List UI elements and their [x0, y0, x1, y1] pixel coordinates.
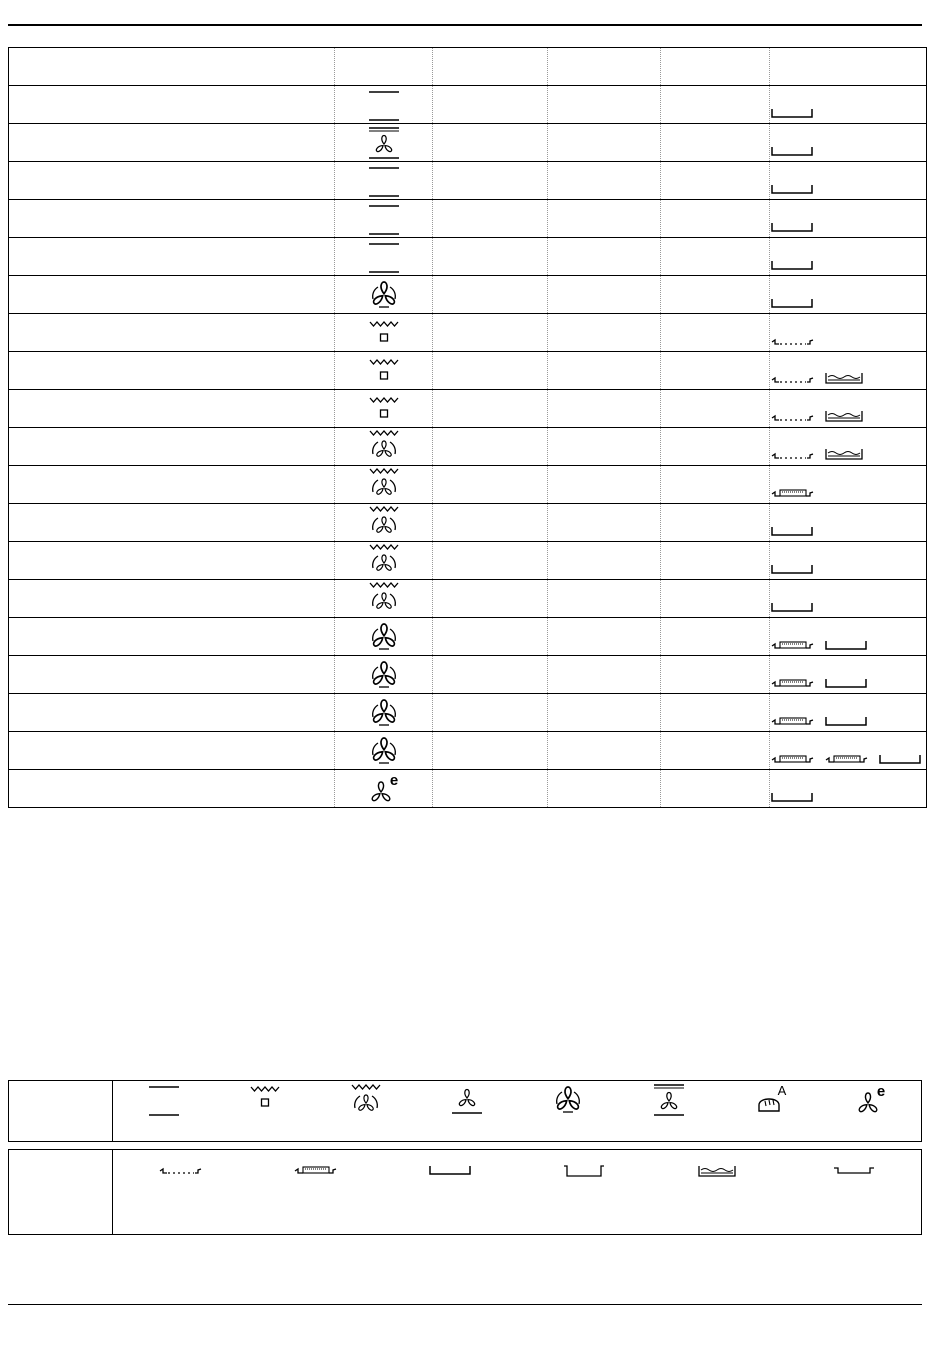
- accessory-cell: [770, 618, 927, 656]
- hot-air-icon: [551, 1083, 585, 1117]
- fan-grill-icon: [367, 581, 401, 617]
- legend-accessory-item: [786, 1150, 921, 1234]
- value-cell: [661, 276, 770, 314]
- accessory-cell: [770, 86, 927, 124]
- value-cell: [548, 504, 661, 542]
- value-cell: [548, 618, 661, 656]
- table-row: [9, 352, 927, 390]
- wire-rack-with-tray-icon: [824, 753, 868, 765]
- fan-top-bottom-heat-icon: [367, 126, 401, 160]
- grill-small-area-icon: [367, 356, 401, 386]
- dish-cell: [9, 428, 335, 466]
- baking-tray-icon: [770, 107, 814, 119]
- value-cell: [661, 580, 770, 618]
- baking-tray-icon: [770, 145, 814, 157]
- heating-mode-cell: [335, 504, 433, 542]
- grill-pan-icon: [824, 447, 868, 461]
- table-row: [9, 200, 927, 238]
- legend-mode-item: [618, 1081, 719, 1141]
- value-cell: [661, 238, 770, 276]
- heating-mode-cell: [335, 770, 433, 808]
- wire-rack-icon: [770, 373, 814, 385]
- grill-pan-icon: [697, 1164, 741, 1178]
- heating-mode-cell: [335, 542, 433, 580]
- heating-mode-cell: [335, 732, 433, 770]
- heating-mode-cell: [335, 352, 433, 390]
- dish-cell: [9, 200, 335, 238]
- value-cell: [548, 694, 661, 732]
- accessory-cell: [770, 466, 927, 504]
- header-cell-col5: [661, 48, 770, 86]
- fan-grill-icon: [367, 505, 401, 541]
- grill-small-area-icon: [248, 1083, 282, 1113]
- baking-tray-icon: [770, 259, 814, 271]
- value-cell: [433, 238, 548, 276]
- baking-tray-icon: [824, 715, 868, 727]
- table-row: [9, 542, 927, 580]
- hot-air-icon: [367, 696, 401, 730]
- table-row: [9, 504, 927, 542]
- value-cell: [433, 352, 548, 390]
- heating-mode-cell: [335, 618, 433, 656]
- dish-cell: [9, 86, 335, 124]
- header-cell-dish: [9, 48, 335, 86]
- value-cell: [548, 352, 661, 390]
- value-cell: [433, 694, 548, 732]
- value-cell: [661, 504, 770, 542]
- baking-tray-icon: [824, 677, 868, 689]
- value-cell: [661, 162, 770, 200]
- accessory-cell: [770, 504, 927, 542]
- wire-rack-icon: [770, 411, 814, 423]
- top-bottom-heat-icon: [367, 202, 401, 236]
- legend-modes-label-cell: [9, 1081, 113, 1141]
- legend-mode-item: [517, 1081, 618, 1141]
- wire-rack-with-tray-icon: [770, 639, 814, 651]
- dish-cell: [9, 390, 335, 428]
- hot-air-eco-icon: [367, 772, 401, 806]
- value-cell: [548, 124, 661, 162]
- legend-accessory-item: [113, 1150, 248, 1234]
- table-row: [9, 162, 927, 200]
- accessory-cell: [770, 542, 927, 580]
- value-cell: [661, 656, 770, 694]
- svg-text:e: e: [876, 1083, 885, 1100]
- accessory-cell: [770, 352, 927, 390]
- heating-mode-cell: [335, 580, 433, 618]
- dish-cell: [9, 694, 335, 732]
- svg-text:A: A: [777, 1083, 786, 1098]
- dish-cell: [9, 466, 335, 504]
- value-cell: [433, 466, 548, 504]
- hot-air-icon: [367, 620, 401, 654]
- wire-rack-with-tray-icon: [293, 1164, 337, 1176]
- universal-pan-icon: [562, 1164, 606, 1178]
- value-cell: [548, 86, 661, 124]
- value-cell: [433, 162, 548, 200]
- value-cell: [661, 618, 770, 656]
- wire-rack-icon: [770, 449, 814, 461]
- table-row: [9, 428, 927, 466]
- value-cell: [661, 694, 770, 732]
- dish-cell: [9, 770, 335, 808]
- legend-accessories: [8, 1149, 922, 1235]
- table-row: [9, 656, 927, 694]
- value-cell: [661, 732, 770, 770]
- baking-tray-icon: [770, 563, 814, 575]
- value-cell: [433, 580, 548, 618]
- accessory-cell: [770, 428, 927, 466]
- baking-tray-icon: [770, 601, 814, 613]
- value-cell: [433, 770, 548, 808]
- settings-table: [8, 47, 927, 808]
- value-cell: [433, 314, 548, 352]
- value-cell: [661, 390, 770, 428]
- legend-mode-item: [820, 1081, 921, 1141]
- dish-cell: [9, 276, 335, 314]
- grill-pan-icon: [824, 371, 868, 385]
- value-cell: [548, 390, 661, 428]
- accessory-cell: [770, 200, 927, 238]
- table-row: [9, 618, 927, 656]
- dish-cell: [9, 162, 335, 200]
- value-cell: [548, 466, 661, 504]
- dish-cell: [9, 504, 335, 542]
- shallow-tray-icon: [832, 1164, 876, 1176]
- wire-rack-with-tray-icon: [770, 715, 814, 727]
- baking-tray-icon: [770, 183, 814, 195]
- accessory-cell: [770, 656, 927, 694]
- heating-mode-cell: [335, 276, 433, 314]
- value-cell: [433, 276, 548, 314]
- value-cell: [433, 390, 548, 428]
- value-cell: [433, 504, 548, 542]
- accessory-cell: [770, 276, 927, 314]
- legend-mode-item: [214, 1081, 315, 1141]
- legend-accessory-item: [652, 1150, 787, 1234]
- svg-text:e: e: [389, 771, 398, 789]
- baking-tray-icon: [770, 221, 814, 233]
- value-cell: [433, 200, 548, 238]
- wire-rack-icon: [158, 1164, 202, 1176]
- heating-mode-cell: [335, 428, 433, 466]
- value-cell: [661, 124, 770, 162]
- value-cell: [661, 314, 770, 352]
- hot-air-eco-icon: [854, 1083, 888, 1117]
- table-row: [9, 466, 927, 504]
- wire-rack-icon: [770, 335, 814, 347]
- accessory-cell: [770, 732, 927, 770]
- heating-mode-cell: [335, 314, 433, 352]
- value-cell: [433, 656, 548, 694]
- hot-air-icon: [367, 734, 401, 768]
- accessory-cell: [770, 580, 927, 618]
- value-cell: [548, 200, 661, 238]
- fan-grill-icon: [349, 1083, 383, 1119]
- value-cell: [661, 542, 770, 580]
- legend-mode-item: [719, 1081, 820, 1141]
- table-row: [9, 86, 927, 124]
- heating-mode-cell: [335, 466, 433, 504]
- legend-accessories-label-cell: [9, 1150, 113, 1234]
- heating-mode-cell: [335, 238, 433, 276]
- heating-mode-cell: [335, 656, 433, 694]
- header-cell-col3: [433, 48, 548, 86]
- bread-baking-auto-icon: [753, 1083, 787, 1117]
- top-rule: [8, 24, 922, 26]
- value-cell: [433, 86, 548, 124]
- wire-rack-with-tray-icon: [770, 753, 814, 765]
- table-row: [9, 276, 927, 314]
- dish-cell: [9, 656, 335, 694]
- baking-tray-icon: [770, 297, 814, 309]
- legend-accessory-item: [517, 1150, 652, 1234]
- value-cell: [548, 162, 661, 200]
- accessory-cell: [770, 390, 927, 428]
- table-row: [9, 732, 927, 770]
- accessory-cell: [770, 124, 927, 162]
- heating-mode-cell: [335, 162, 433, 200]
- accessory-cell: [770, 770, 927, 808]
- dish-cell: [9, 732, 335, 770]
- fan-top-bottom-heat-icon: [652, 1083, 686, 1117]
- value-cell: [661, 86, 770, 124]
- value-cell: [433, 618, 548, 656]
- header-cell-accessories: [770, 48, 927, 86]
- top-bottom-heat-icon: [367, 164, 401, 198]
- accessory-cell: [770, 162, 927, 200]
- table-row: [9, 390, 927, 428]
- heating-mode-cell: [335, 86, 433, 124]
- value-cell: [661, 466, 770, 504]
- header-cell-mode: [335, 48, 433, 86]
- heating-mode-cell: [335, 124, 433, 162]
- baking-tray-icon: [824, 639, 868, 651]
- header-cell-col4: [548, 48, 661, 86]
- baking-tray-icon: [770, 791, 814, 803]
- legend-mode-item: [416, 1081, 517, 1141]
- accessory-cell: [770, 694, 927, 732]
- baking-tray-icon: [770, 525, 814, 537]
- table-row: [9, 694, 927, 732]
- value-cell: [661, 200, 770, 238]
- top-bottom-heat-icon: [147, 1083, 181, 1117]
- accessory-cell: [770, 238, 927, 276]
- top-bottom-heat-icon: [367, 88, 401, 122]
- value-cell: [548, 732, 661, 770]
- dish-cell: [9, 542, 335, 580]
- grill-pan-icon: [824, 409, 868, 423]
- heating-mode-cell: [335, 390, 433, 428]
- value-cell: [548, 238, 661, 276]
- fan-grill-icon: [367, 467, 401, 503]
- dish-cell: [9, 618, 335, 656]
- heating-mode-cell: [335, 694, 433, 732]
- fan-bottom-heat-icon: [450, 1083, 484, 1117]
- dish-cell: [9, 238, 335, 276]
- value-cell: [433, 542, 548, 580]
- accessory-cell: [770, 314, 927, 352]
- baking-tray-icon: [428, 1164, 472, 1176]
- value-cell: [548, 656, 661, 694]
- table-row: [9, 580, 927, 618]
- table-row: [9, 314, 927, 352]
- grill-small-area-icon: [367, 394, 401, 424]
- baking-tray-icon: [878, 753, 922, 765]
- dish-cell: [9, 580, 335, 618]
- hot-air-icon: [367, 278, 401, 312]
- legend-accessory-item: [248, 1150, 383, 1234]
- wire-rack-with-tray-icon: [770, 677, 814, 689]
- value-cell: [548, 428, 661, 466]
- top-bottom-heat-icon: [367, 240, 401, 274]
- legend-heating-modes: [8, 1080, 922, 1142]
- heating-mode-cell: [335, 200, 433, 238]
- table-header-row: [9, 48, 927, 86]
- value-cell: [433, 124, 548, 162]
- legend-accessory-item: [382, 1150, 517, 1234]
- value-cell: [548, 770, 661, 808]
- value-cell: [548, 580, 661, 618]
- table-row: [9, 238, 927, 276]
- value-cell: [548, 276, 661, 314]
- wire-rack-with-tray-icon: [770, 487, 814, 499]
- legend-mode-item: [315, 1081, 416, 1141]
- hot-air-icon: [367, 658, 401, 692]
- dish-cell: [9, 314, 335, 352]
- value-cell: [661, 770, 770, 808]
- value-cell: [661, 352, 770, 390]
- value-cell: [548, 314, 661, 352]
- fan-grill-icon: [367, 543, 401, 579]
- table-row: [9, 124, 927, 162]
- value-cell: [433, 428, 548, 466]
- legend-mode-item: [113, 1081, 214, 1141]
- bottom-rule: [8, 1304, 922, 1305]
- table-row: [9, 770, 927, 808]
- fan-grill-icon: [367, 429, 401, 465]
- value-cell: [433, 732, 548, 770]
- dish-cell: [9, 352, 335, 390]
- value-cell: [548, 542, 661, 580]
- grill-small-area-icon: [367, 318, 401, 348]
- value-cell: [661, 428, 770, 466]
- dish-cell: [9, 124, 335, 162]
